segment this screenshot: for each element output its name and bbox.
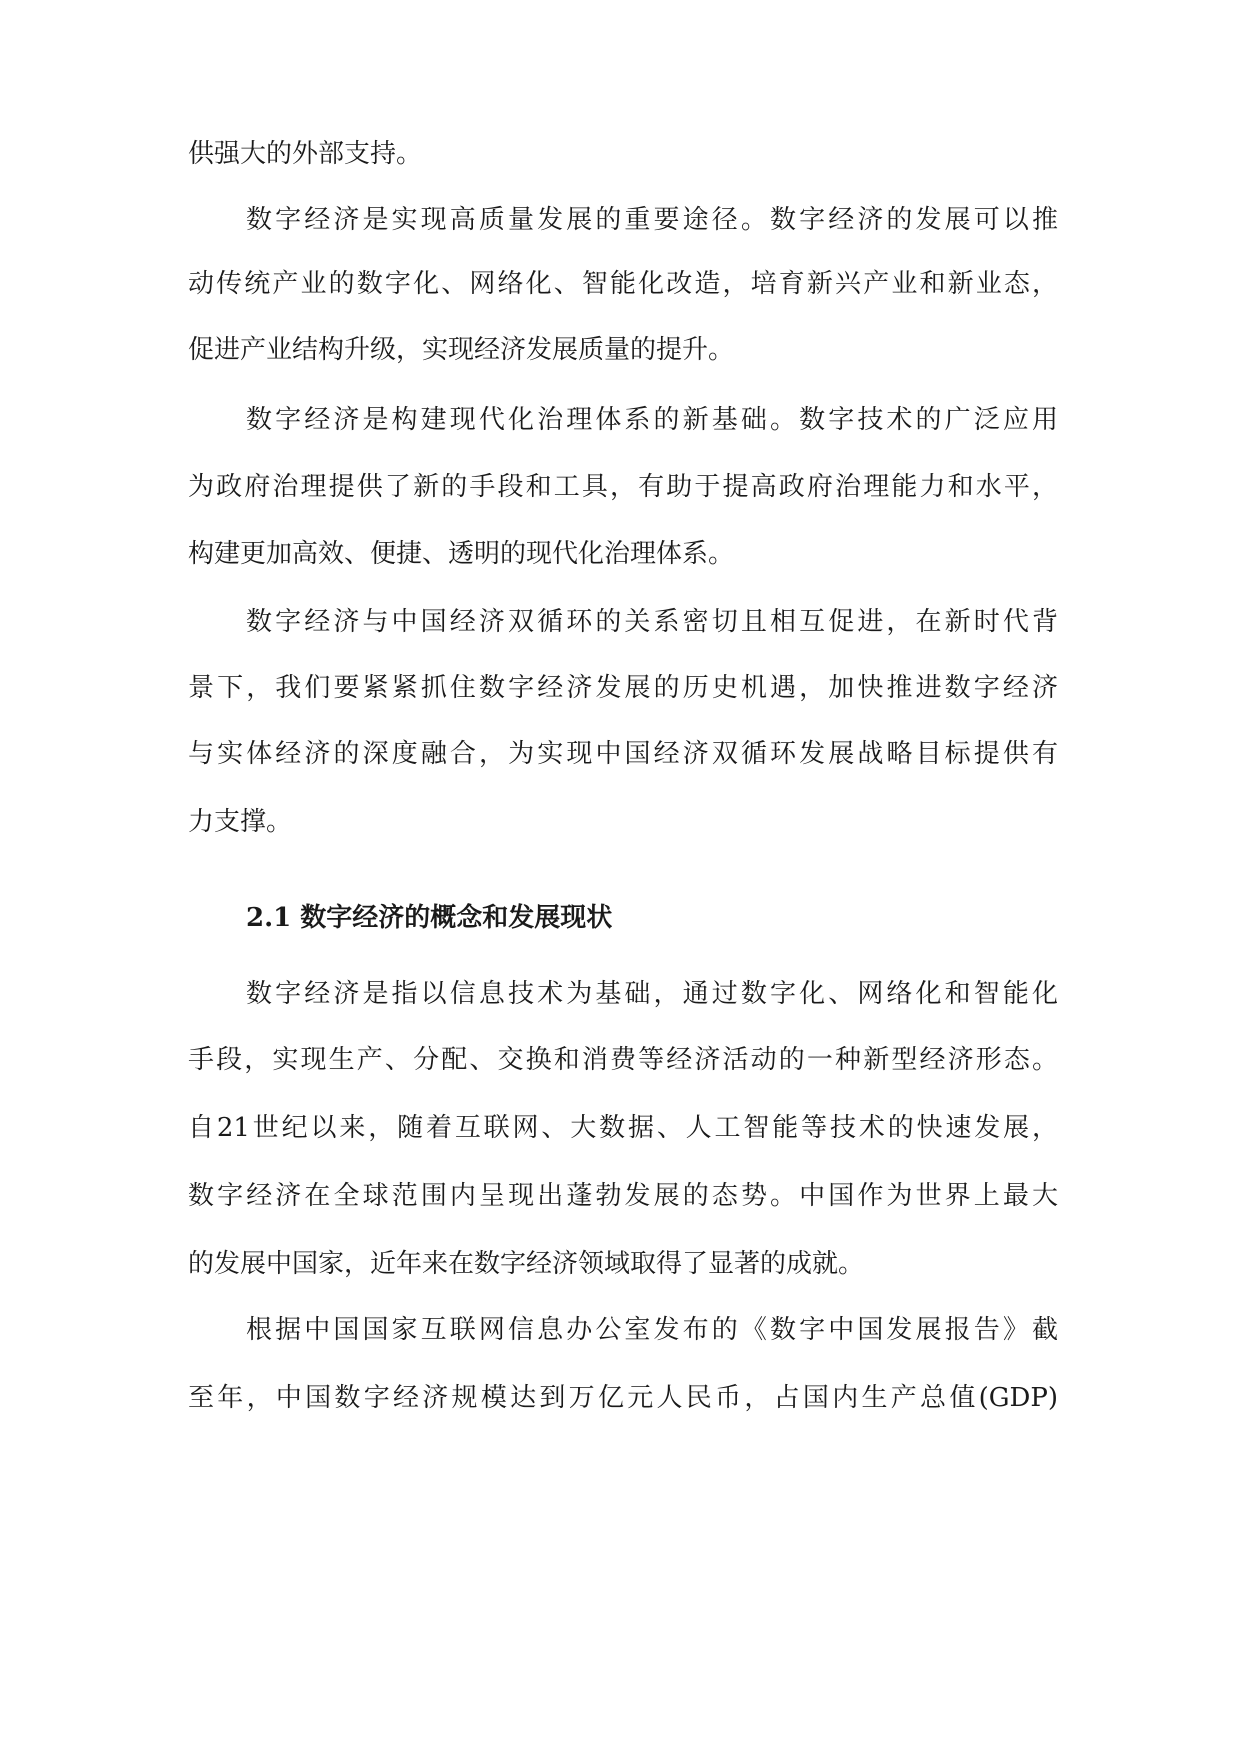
paragraph-line: 与实体经济的深度融合，为实现中国经济双循环发展战略目标提供有 (188, 739, 1058, 769)
paragraph-line: 数字经济是指以信息技术为基础，通过数字化、网络化和智能化 (246, 979, 1058, 1009)
paragraph-line: 数字经济是构建现代化治理体系的新基础。数字技术的广泛应用 (246, 405, 1058, 435)
paragraph-line: 数字经济在全球范围内呈现出蓬勃发展的态势。中国作为世界上最大 (188, 1181, 1058, 1211)
paragraph-line: 为政府治理提供了新的手段和工具，有助于提高政府治理能力和水平， (188, 472, 1058, 502)
paragraph-line: 数字经济是实现高质量发展的重要途径。数字经济的发展可以推 (246, 205, 1058, 235)
paragraph-line: 自21世纪以来，随着互联网、大数据、人工智能等技术的快速发展， (188, 1113, 1058, 1143)
paragraph-line: 构建更加高效、便捷、透明的现代化治理体系。 (188, 539, 735, 569)
section-heading: 2.1 数字经济的概念和发展现状 (246, 903, 613, 933)
paragraph-line: 手段，实现生产、分配、交换和消费等经济活动的一种新型经济形态。 (188, 1045, 1058, 1075)
paragraph-line: 数字经济与中国经济双循环的关系密切且相互促进，在新时代背 (246, 607, 1058, 637)
paragraph-line: 供强大的外部支持。 (188, 139, 423, 169)
paragraph-line: 至年，中国数字经济规模达到万亿元人民币，占国内生产总值(GDP) (188, 1383, 1058, 1413)
paragraph-line: 动传统产业的数字化、网络化、智能化改造，培育新兴产业和新业态， (188, 269, 1058, 299)
paragraph-line: 景下，我们要紧紧抓住数字经济发展的历史机遇，加快推进数字经济 (188, 673, 1058, 703)
paragraph-line: 促进产业结构升级，实现经济发展质量的提升。 (188, 335, 735, 365)
paragraph-line: 力支撑。 (188, 807, 293, 837)
paragraph-line: 根据中国国家互联网信息办公室发布的《数字中国发展报告》截 (246, 1315, 1058, 1345)
paragraph-line: 的发展中国家，近年来在数字经济领域取得了显著的成就。 (188, 1249, 865, 1279)
